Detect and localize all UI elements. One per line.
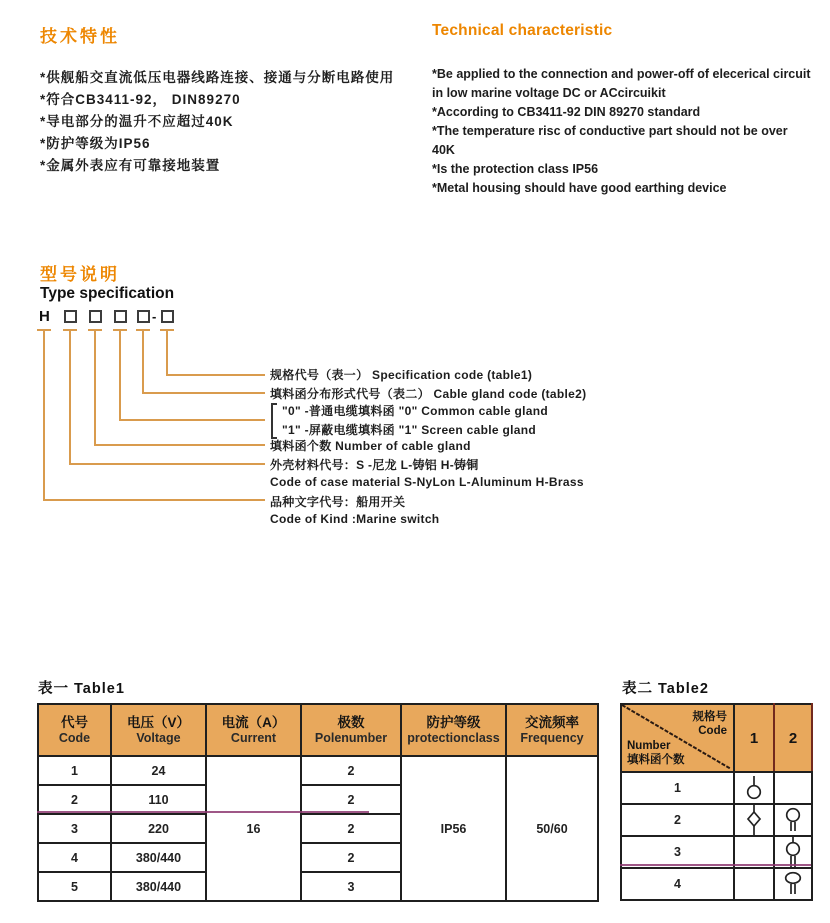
type-spec-title-cn: 型号说明 — [40, 265, 120, 284]
cell-frequency-merged: 50/60 — [506, 756, 598, 901]
case-material-label-cn: 外壳材料代号：S -尼龙 L-铸铝 H-铸铜 — [270, 458, 479, 472]
cell-voltage: 220 — [111, 814, 206, 843]
table2-number-label-en: Number — [627, 740, 671, 752]
option-bracket — [271, 403, 277, 439]
tech-line-en: *Be applied to the connection and power-off of elecerical circuit — [432, 67, 811, 81]
cell-voltage: 380/440 — [111, 843, 206, 872]
table1-header-frequency: 交流频率 Frequency — [506, 704, 598, 756]
table2-number-label-cn: 填料函个数 — [627, 754, 685, 766]
kind-code-label-en: Code of Kind :Marine switch — [270, 512, 440, 526]
table2-diagonal-header — [621, 704, 734, 772]
tech-line-en: *Metal housing should have good earthing device — [432, 181, 727, 195]
gland-option-0-label: "0" -普通电缆填料函 "0" Common cable gland — [282, 404, 548, 418]
table-row — [38, 756, 598, 785]
table2-title: 表二 Table2 — [622, 681, 709, 697]
tech-title-en: Technical characteristic — [432, 22, 613, 39]
cell-poles: 3 — [301, 872, 401, 901]
cell-gland-number: 2 — [621, 804, 734, 836]
tech-bullet-cn: *供舰船交直流低压电器线路连接、接通与分断电路使用 — [40, 70, 395, 85]
table1-title: 表一 Table1 — [38, 681, 125, 697]
cell-poles: 2 — [301, 756, 401, 785]
table2-header-col2: 2 — [774, 704, 812, 772]
gland-symbol-cell — [734, 804, 774, 836]
table-row — [621, 804, 812, 836]
cell-code: 3 — [38, 814, 111, 843]
table2 — [620, 703, 813, 901]
diagram-connector-lines — [0, 325, 300, 525]
cell-poles: 2 — [301, 785, 401, 814]
circle-double-stem-down-icon — [782, 807, 804, 833]
model-code-prefix: H — [39, 308, 50, 325]
tech-bullet-cn: *导电部分的温升不应超过40K — [40, 114, 234, 129]
model-code-box — [114, 310, 127, 323]
cell-gland-number: 3 — [621, 836, 734, 868]
table1-header-current: 电流（A） Current — [206, 704, 301, 756]
table1-header-row — [38, 704, 598, 756]
tech-bullet-cn: *防护等级为IP56 — [40, 136, 151, 151]
cell-voltage: 24 — [111, 756, 206, 785]
tech-characteristics-cn — [40, 22, 394, 177]
table2-code-label-cn: 规格号 — [692, 711, 727, 723]
cell-current-merged: 16 — [206, 756, 301, 901]
spec-code-label: 规格代号（表一） Specification code (table1) — [270, 368, 533, 382]
model-code-box — [137, 310, 150, 323]
cell-voltage: 380/440 — [111, 872, 206, 901]
model-code-hyphen: - — [152, 309, 157, 324]
kind-code-label-cn: 品种文字代号：船用开关 — [270, 495, 406, 509]
tech-line-en: 40K — [432, 143, 455, 157]
case-material-label-en: Code of case material S-NyLon L-Aluminum H-Brass — [270, 475, 584, 489]
cell-code: 5 — [38, 872, 111, 901]
tech-bullet-cn: *符合CB3411-92， DIN89270 — [40, 92, 241, 107]
gland-number-label: 填料函个数 Number of cable gland — [270, 439, 471, 453]
model-code-box — [161, 310, 174, 323]
cell-gland-number: 4 — [621, 868, 734, 900]
table1-header-protection: 防护等级 protectionclass — [401, 704, 506, 756]
table1-header-voltage: 电压（V） Voltage — [111, 704, 206, 756]
cell-voltage: 110 — [111, 785, 206, 814]
cell-code: 4 — [38, 843, 111, 872]
circle-stem-up-double-stem-down-icon — [782, 837, 804, 867]
tech-line-en: *Is the protection class IP56 — [432, 162, 599, 176]
table1-header-polenumber: 极数 Polenumber — [301, 704, 401, 756]
gland-symbol-cell — [774, 772, 812, 804]
type-spec-title-en: Type specification — [40, 285, 175, 302]
gland-symbol-cell — [734, 772, 774, 804]
gland-symbol-cell — [774, 804, 812, 836]
gland-symbol-cell — [734, 868, 774, 900]
tech-title-cn: 技术特性 — [40, 27, 120, 46]
table2-header-col1: 1 — [734, 704, 774, 772]
cell-gland-number: 1 — [621, 772, 734, 804]
tech-characteristics-en — [432, 22, 811, 198]
table2-header-row — [621, 704, 812, 772]
cell-protection-merged: IP56 — [401, 756, 506, 901]
gland-symbol-cell — [774, 868, 812, 900]
cell-poles: 2 — [301, 843, 401, 872]
model-code-box — [89, 310, 102, 323]
tech-bullet-cn: *金属外表应有可靠接地装置 — [40, 158, 221, 173]
circle-stem-up-icon — [743, 775, 765, 801]
scan-artifact-line — [620, 864, 811, 866]
cell-code: 2 — [38, 785, 111, 814]
tech-line-en: *The temperature risc of conductive part should not be over — [432, 124, 788, 138]
oval-double-stem-down-icon — [782, 871, 804, 897]
scan-artifact-line — [37, 811, 369, 813]
tech-line-en: *According to CB3411-92 DIN 89270 standard — [432, 105, 701, 119]
gland-option-1-label: "1" -屏蔽电缆填料函 "1" Screen cable gland — [282, 423, 536, 437]
tech-line-en: in low marine voltage DC or ACcircuikit — [432, 86, 666, 100]
cable-gland-code-label: 填料函分布形式代号（表二） Cable gland code (table2) — [270, 387, 587, 401]
table-row — [621, 868, 812, 900]
diamond-stem-both-icon — [743, 805, 765, 835]
model-code-box — [64, 310, 77, 323]
table1-header-code: 代号 Code — [38, 704, 111, 756]
table1 — [37, 703, 599, 902]
cell-code: 1 — [38, 756, 111, 785]
table-row — [621, 772, 812, 804]
table2-code-label-en: Code — [698, 725, 727, 737]
cell-poles: 2 — [301, 814, 401, 843]
